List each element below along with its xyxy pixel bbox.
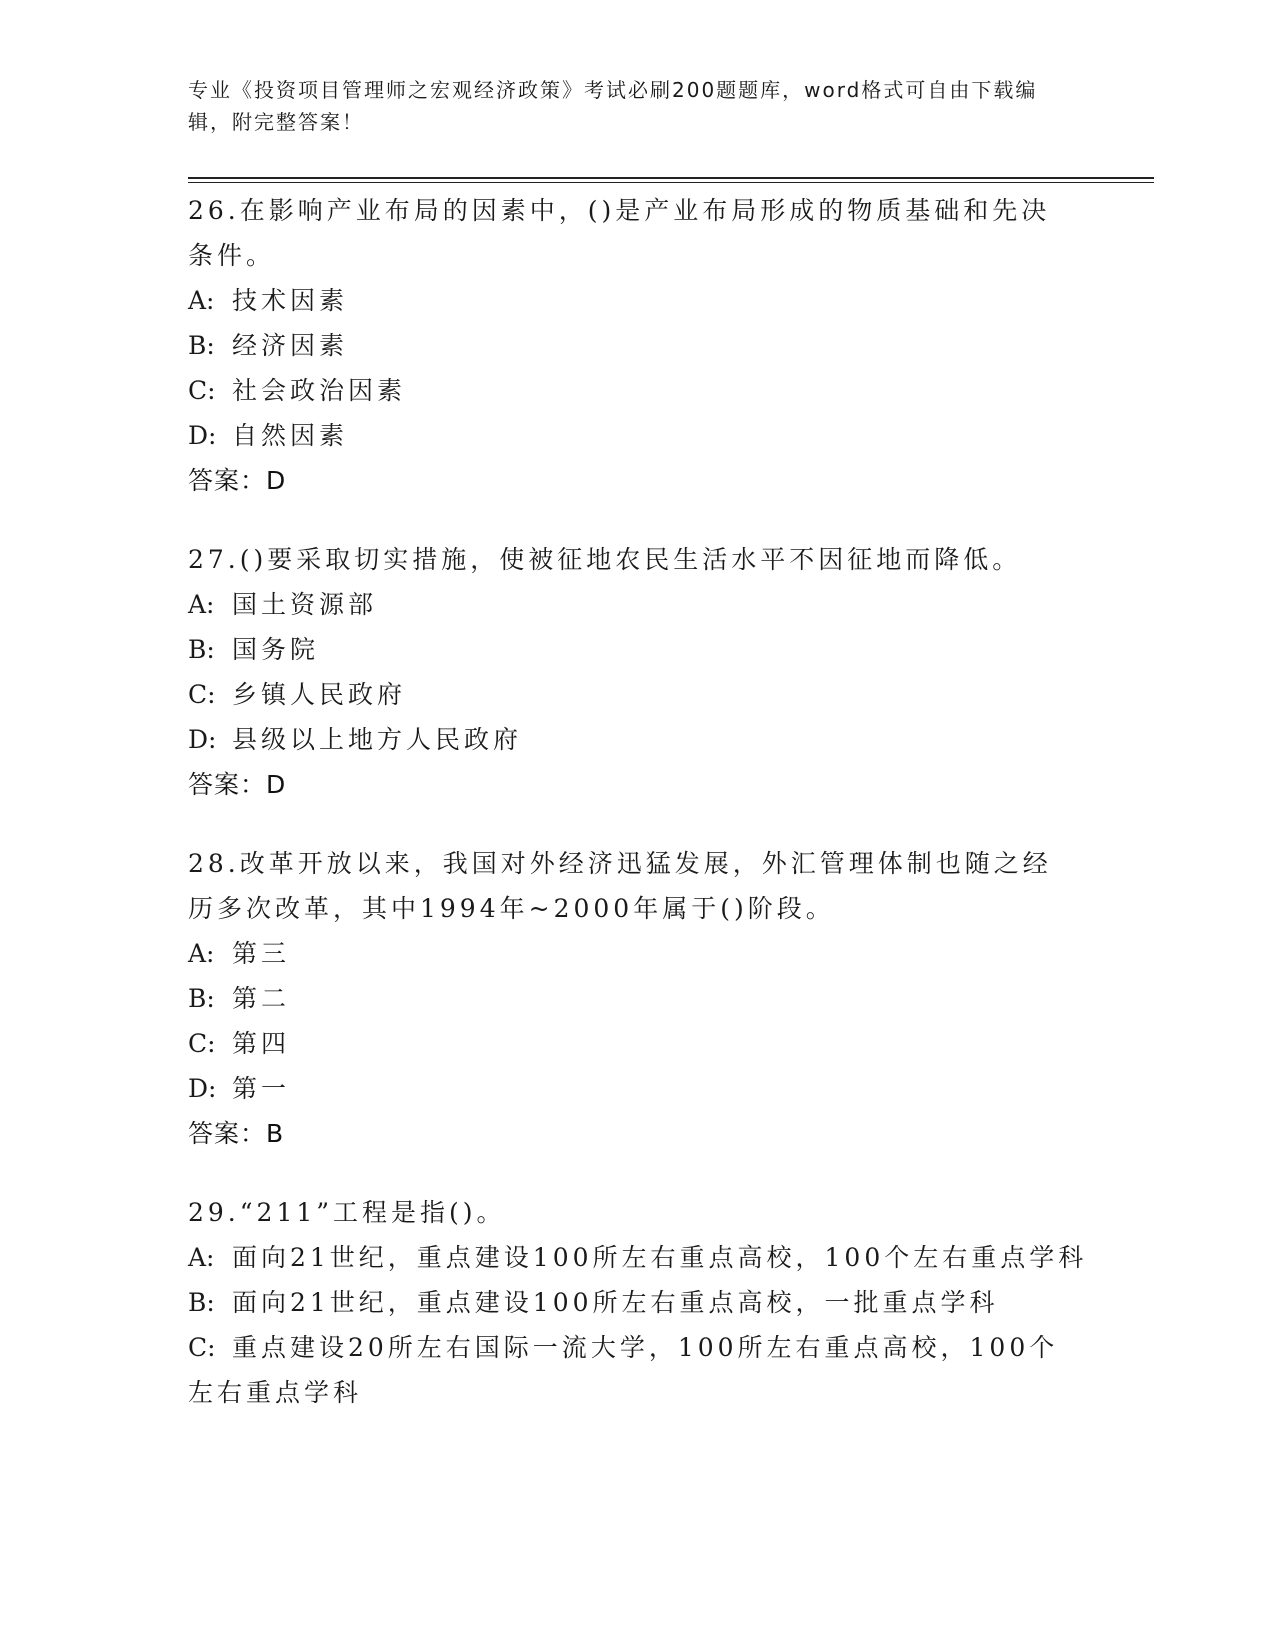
question-stem: 26.在影响产业布局的因素中，()是产业布局形成的物质基础和先决条件。	[188, 196, 1051, 270]
option-text: 自然因素	[232, 421, 349, 450]
question-stem: 28.改革开放以来，我国对外经济迅猛发展，外汇管理体制也随之经历多次改革，其中1994年~2000年属于()阶段。	[188, 849, 1052, 923]
answer-label: 答案：D	[188, 466, 287, 495]
option-letter: C:	[188, 1333, 216, 1362]
question-stem: 29.“211”工程是指()。	[188, 1198, 506, 1227]
option-b	[188, 1280, 1088, 1325]
option-text: 面向21世纪，重点建设100所左右重点高校，100个左右重点学科	[232, 1243, 1088, 1272]
option-b	[188, 323, 1088, 368]
option-text: 技术因素	[232, 286, 349, 315]
option-letter: C:	[188, 1029, 216, 1058]
option-letter: A:	[188, 1243, 215, 1272]
option-text: 社会政治因素	[232, 376, 407, 405]
question-stem: 27.()要采取切实措施，使被征地农民生活水平不因征地而降低。	[188, 545, 1022, 574]
option-text: 经济因素	[232, 331, 349, 360]
option-text: 重点建设20所左右国际一流大学，100所左右重点高校，100个左右重点学科	[188, 1333, 1059, 1407]
option-a	[188, 582, 1088, 627]
header-divider-thick	[188, 177, 1154, 179]
question-27	[188, 537, 1088, 807]
option-text: 第一	[232, 1074, 291, 1103]
option-text: 乡镇人民政府	[232, 680, 407, 709]
option-text: 国土资源部	[232, 590, 378, 619]
option-letter: B:	[188, 331, 215, 360]
option-letter: B:	[188, 635, 215, 664]
option-a	[188, 931, 1088, 976]
question-28	[188, 841, 1088, 1156]
option-c	[188, 1325, 1078, 1415]
option-letter: A:	[188, 590, 215, 619]
question-29	[188, 1190, 1088, 1415]
question-26	[188, 188, 1088, 503]
option-letter: D:	[188, 725, 217, 754]
option-letter: D:	[188, 1074, 217, 1103]
option-b	[188, 976, 1088, 1021]
document-header: 专业《投资项目管理师之宏观经济政策》考试必刷200题题库，word格式可自由下载编辑，附完整答案！	[188, 78, 1038, 134]
option-d	[188, 717, 1088, 762]
option-b	[188, 627, 1088, 672]
option-letter: D:	[188, 421, 217, 450]
option-c	[188, 672, 1088, 717]
option-letter: B:	[188, 984, 215, 1013]
header-divider-thin	[188, 182, 1154, 183]
option-text: 国务院	[232, 635, 320, 664]
option-text: 县级以上地方人民政府	[232, 725, 523, 754]
option-letter: C:	[188, 680, 216, 709]
option-letter: A:	[188, 939, 215, 968]
answer-label: 答案：B	[188, 1119, 285, 1148]
question-list	[188, 188, 1088, 1449]
option-letter: A:	[188, 286, 215, 315]
option-c	[188, 1021, 1088, 1066]
option-letter: C:	[188, 376, 216, 405]
option-text: 第四	[232, 1029, 291, 1058]
option-a	[188, 1235, 1088, 1280]
option-text: 第三	[232, 939, 291, 968]
option-a	[188, 278, 1088, 323]
option-text: 面向21世纪，重点建设100所左右重点高校，一批重点学科	[232, 1288, 999, 1317]
answer-label: 答案：D	[188, 770, 287, 799]
option-d	[188, 1066, 1088, 1111]
option-letter: B:	[188, 1288, 215, 1317]
option-d	[188, 413, 1088, 458]
option-text: 第二	[232, 984, 291, 1013]
option-c	[188, 368, 1088, 413]
